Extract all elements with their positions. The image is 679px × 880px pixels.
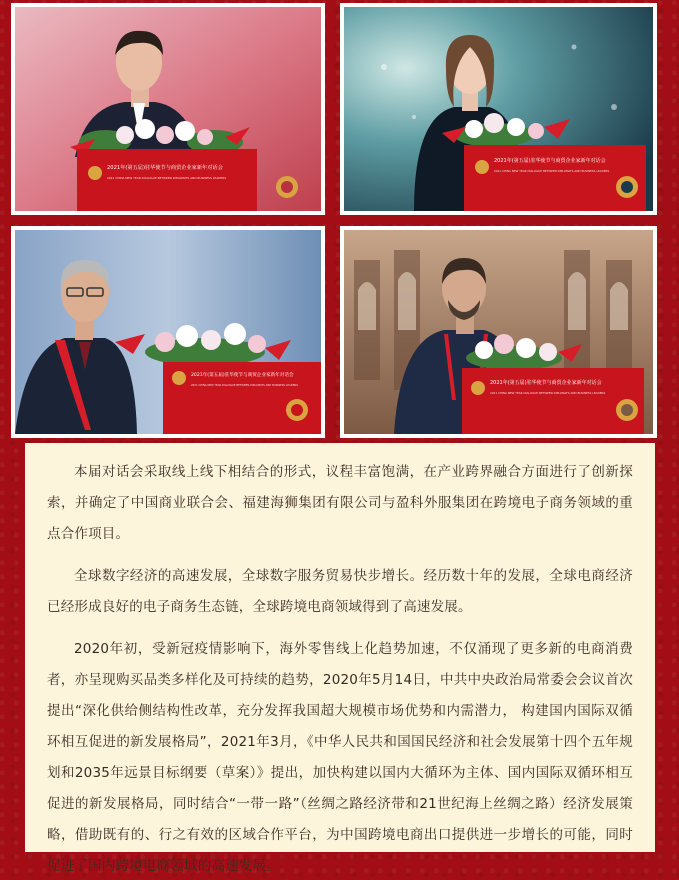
- article-paragraph-3: 2020年初，受新冠疫情影响下，海外零售线上化趋势加速，不仅涌现了更多新的电商消费者，亦呈现购买品类多样化及可持续的趋势，2020年5月14日，中共中央政治局常委会会议首次提出“深化供给侧结构性改革，充分发挥我国超大规模市场优势和内需潜力， 构建国内国际双循环相互促进的新发展格局”，2021年3月，《中华人民共和国国民经济和社会发展第十四个五年规划和2035年远景目标纲要（草案）》提出，加快构建以国内大循环为主体、国内国际双循环相互促进的新发展格局，同时结合“一带一路”（丝绸之路经济带和21世纪海上丝绸之路）经济发展策略，借助既有的、行之有效的区域合作平台，为中国跨境电商出口提供进一步增长的可能，同时促进了国内跨境电商领域的高速发展。: [47, 641, 633, 874]
- podium-subtitle-3: 2021 CHINA NEW YEAR DIALOGUE BETWEEN DIPLOMATS AND BUSINESS LEADERS: [191, 384, 298, 387]
- event-logo-icon: [286, 399, 308, 421]
- podium-subtitle-1: 2021 CHINA NEW YEAR DIALOGUE BETWEEN DIPLOMATS AND BUSINESS LEADERS: [107, 176, 227, 180]
- podium-title-1: 2021年(第五届)驻华使节与商贸企业家新年对话会: [107, 165, 223, 171]
- podium-title-2: 2021年(第五届)驻华使节与商贸企业家新年对话会: [494, 158, 606, 164]
- speaker-photo-3-image: [15, 230, 321, 434]
- article-text-panel: [25, 443, 655, 874]
- article-paragraph-2: 全球数字经济的高速发展，全球数字服务贸易快步增长。经历数十年的发展，全球电商经济已经形成良好的电子商务生态链，全球跨境电商领域得到了高速发展。: [47, 568, 633, 615]
- speaker-photo-3: [11, 226, 325, 438]
- speaker-photo-2: [340, 3, 657, 215]
- event-logo-icon: [616, 176, 638, 198]
- speaker-photo-1: [11, 3, 325, 215]
- podium-title-3: 2021年(第五届)驻华使节与商贸企业家新年对话会: [191, 373, 294, 378]
- podium-subtitle-2: 2021 CHINA NEW YEAR DIALOGUE BETWEEN DIPLOMATS AND BUSINESS LEADERS: [494, 169, 610, 173]
- speaker-photo-4-image: [344, 230, 653, 434]
- podium-title-4: 2021年(第五届)驻华使节与商贸企业家新年对话会: [490, 380, 602, 386]
- event-logo-icon: [616, 399, 638, 421]
- event-logo-icon: [276, 176, 298, 198]
- speaker-photo-2-image: [344, 7, 653, 211]
- podium-subtitle-4: 2021 CHINA NEW YEAR DIALOGUE BETWEEN DIPLOMATS AND BUSINESS LEADERS: [490, 391, 606, 395]
- speaker-photo-1-image: [15, 7, 321, 211]
- article-paragraph-1: 本届对话会采取线上线下相结合的形式，议程丰富饱满，在产业跨界融合方面进行了创新探索，并确定了中国商业联合会、福建海狮集团有限公司与盈科外服集团在跨境电子商务领域的重点合作项目。: [47, 464, 633, 542]
- speaker-photo-4: [340, 226, 657, 438]
